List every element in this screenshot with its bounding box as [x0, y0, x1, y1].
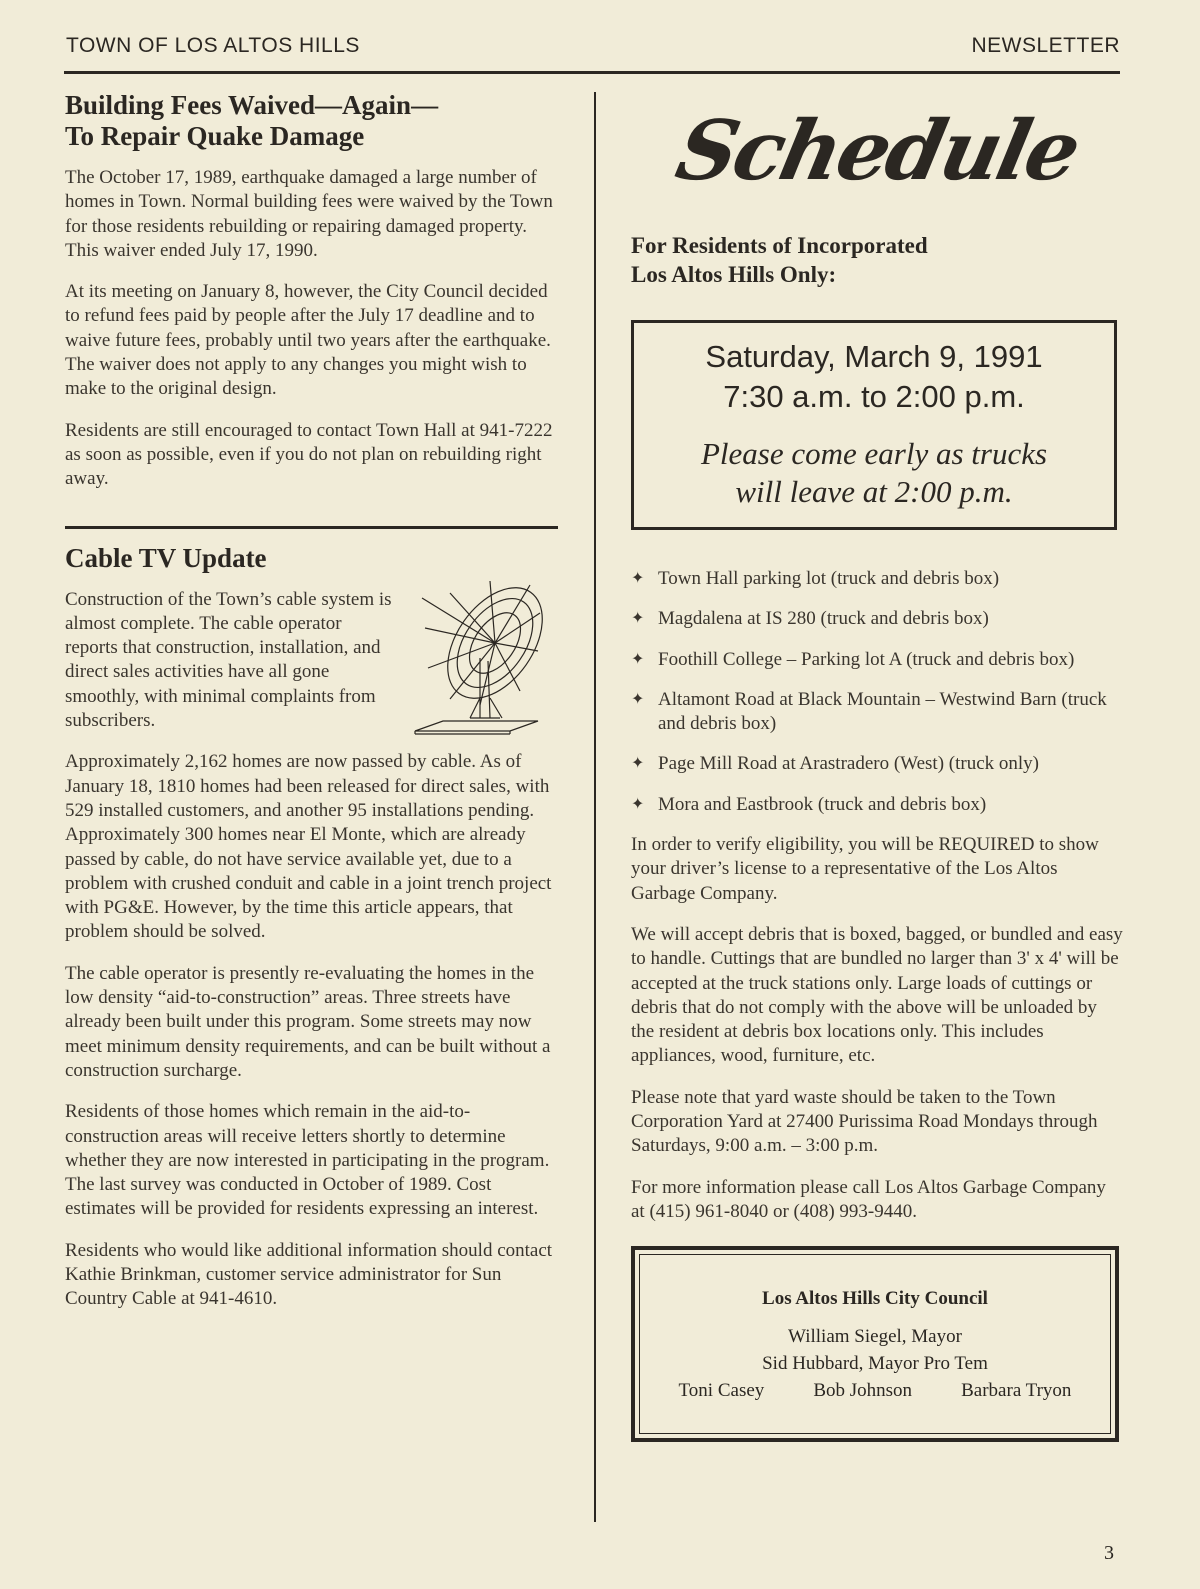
header-newsletter-label: NEWSLETTER [971, 34, 1120, 57]
section-rule [65, 526, 558, 529]
star-bullet-icon: ✦ [631, 570, 645, 587]
schedule-paragraph: We will accept debris that is boxed, bagged, or bundled and easy to handle. Cuttings that are bundled no larger than 3' x 4' will be accepted at the truck stations only. Large loads of cuttings or debris that do not comply with the above will be unloaded by the resident at debris box locations only. This includes appliances, wood, furniture, etc. [631, 923, 1123, 1067]
council-members [640, 1377, 1110, 1404]
header-town-name: TOWN OF LOS ALTOS HILLS [66, 34, 360, 57]
location-text: Town Hall parking lot (truck and debris box) [658, 568, 1000, 589]
schedule-note-line2: will leave at 2:00 p.m. [735, 474, 1013, 509]
article-cable-paragraph: The cable operator is presently re-evaluating the homes in the low density “aid-to-construction” areas. Three streets have already been built under this program. Some streets may now meet minimum density requirements, and can be built without a construction surcharge. [65, 962, 551, 1081]
council-member: Toni Casey [678, 1380, 765, 1402]
council-inner [639, 1254, 1111, 1434]
council-member: Bob Johnson [813, 1380, 913, 1402]
article-fees-paragraph: The October 17, 1989, earthquake damaged a large number of homes in Town. Normal building fees were waived by the Town for those residents rebuilding or repairing damaged property. This waiver ended July 17, 1990. [65, 167, 553, 261]
council-title: Los Altos Hills City Council [762, 1288, 988, 1310]
location-list [631, 567, 1123, 817]
council-member: Barbara Tryon [961, 1380, 1072, 1402]
schedule-subhead-line2: Los Altos Hills Only: [631, 262, 837, 287]
schedule-subhead-line1: For Residents of Incorporated [631, 233, 928, 258]
schedule-time-box [631, 320, 1117, 530]
article-fees-paragraph: At its meeting on January 8, however, the City Council decided to refund fees paid by people after the July 17 deadline and to waive future fees, probably until two years after the earthquake. The waiver does not apply to any changes you might wish to make to the original design. [65, 281, 551, 400]
location-text: Mora and Eastbrook (truck and debris box) [658, 793, 987, 815]
star-bullet-icon: ✦ [631, 650, 645, 668]
article-cable-intro: Construction of the Town’s cable system is almost complete. The cable operator reports that construction, installation, and direct sales activities have all gone smoothly, with minimal complaints from subscribers. [65, 588, 392, 732]
article-fees-title-line2: To Repair Quake Damage [65, 121, 365, 151]
header-rule [64, 71, 1120, 74]
article-cable-title: Cable TV Update [65, 542, 267, 573]
left-column [65, 90, 560, 1329]
list-item [631, 752, 1123, 776]
schedule-date: Saturday, March 9, 1991 [705, 339, 1043, 374]
star-bullet-icon: ✦ [631, 690, 645, 708]
satellite-dish-icon [410, 573, 545, 743]
schedule-paragraph: Please note that yard waste should be taken to the Town Corporation Yard at 27400 Purissima Road Mondays through Saturdays, 9:00 a.m. – 3:00 p.m. [631, 1086, 1098, 1157]
article-cable-paragraph: Approximately 2,162 homes are now passed by cable. As of January 18, 1810 homes had been released for direct sales, with 529 installed customers, and another 95 installations pending. Approximately 300 homes near El Monte, which are already passed by cable, do not have service available yet, due to a problem with crushed conduit and cable in a joint trench project with PG&E. However, by the time this article appears, that problem should be solved. [65, 751, 552, 943]
column-divider [594, 92, 596, 1522]
schedule-note-line1: Please come early as trucks [700, 436, 1048, 471]
council-box [631, 1246, 1119, 1442]
article-fees-paragraph: Residents are still encouraged to contact Town Hall at 941-7222 as soon as possible, even if you do not plan on rebuilding right away. [65, 419, 553, 490]
council-mayor: William Siegel, Mayor [788, 1326, 962, 1348]
right-column [631, 90, 1123, 1442]
cable-intro [65, 588, 560, 734]
article-fees-title-line1: Building Fees Waived—Again— [65, 90, 439, 120]
schedule-paragraph: For more information please call Los Altos Garbage Company at (415) 961-8040 or (408) 993-9440. [631, 1176, 1106, 1222]
schedule-time: 7:30 a.m. to 2:00 p.m. [723, 379, 1025, 414]
list-item [631, 567, 1123, 591]
schedule-paragraph: In order to verify eligibility, you will be REQUIRED to show your driver’s license to a representative of the Los Altos Garbage Company. [631, 834, 1099, 904]
star-bullet-icon: ✦ [631, 610, 645, 628]
star-bullet-icon: ✦ [631, 755, 645, 773]
list-item [631, 607, 1123, 631]
list-item [631, 688, 1123, 737]
schedule-title: Schedule [668, 103, 1087, 199]
article-cable-paragraph: Residents of those homes which remain in the aid-to-construction areas will receive letters shortly to determine whether they are now interested in participating in the program. The last survey was conducted in October of 1989. Cost estimates will be provided for residents expressing an interest. [65, 1101, 550, 1220]
star-bullet-icon: ✦ [631, 795, 645, 813]
list-item [631, 648, 1123, 672]
location-text: Altamont Road at Black Mountain – Westwind Barn (truck and debris box) [658, 688, 1107, 735]
council-pro-tem: Sid Hubbard, Mayor Pro Tem [762, 1353, 988, 1375]
article-cable-paragraph: Residents who would like additional information should contact Kathie Brinkman, customer service administrator for Sun Country Cable at 941-4610. [65, 1239, 553, 1310]
location-text: Page Mill Road at Arastradero (West) (truck only) [658, 753, 1040, 775]
list-item [631, 793, 1123, 817]
schedule-note [634, 435, 1114, 511]
page-number: 3 [1104, 1542, 1114, 1564]
schedule-subhead [631, 231, 1123, 289]
location-text: Magdalena at IS 280 (truck and debris box) [658, 608, 989, 630]
location-text: Foothill College – Parking lot A (truck and debris box) [658, 648, 1075, 670]
article-fees-title [65, 90, 560, 152]
